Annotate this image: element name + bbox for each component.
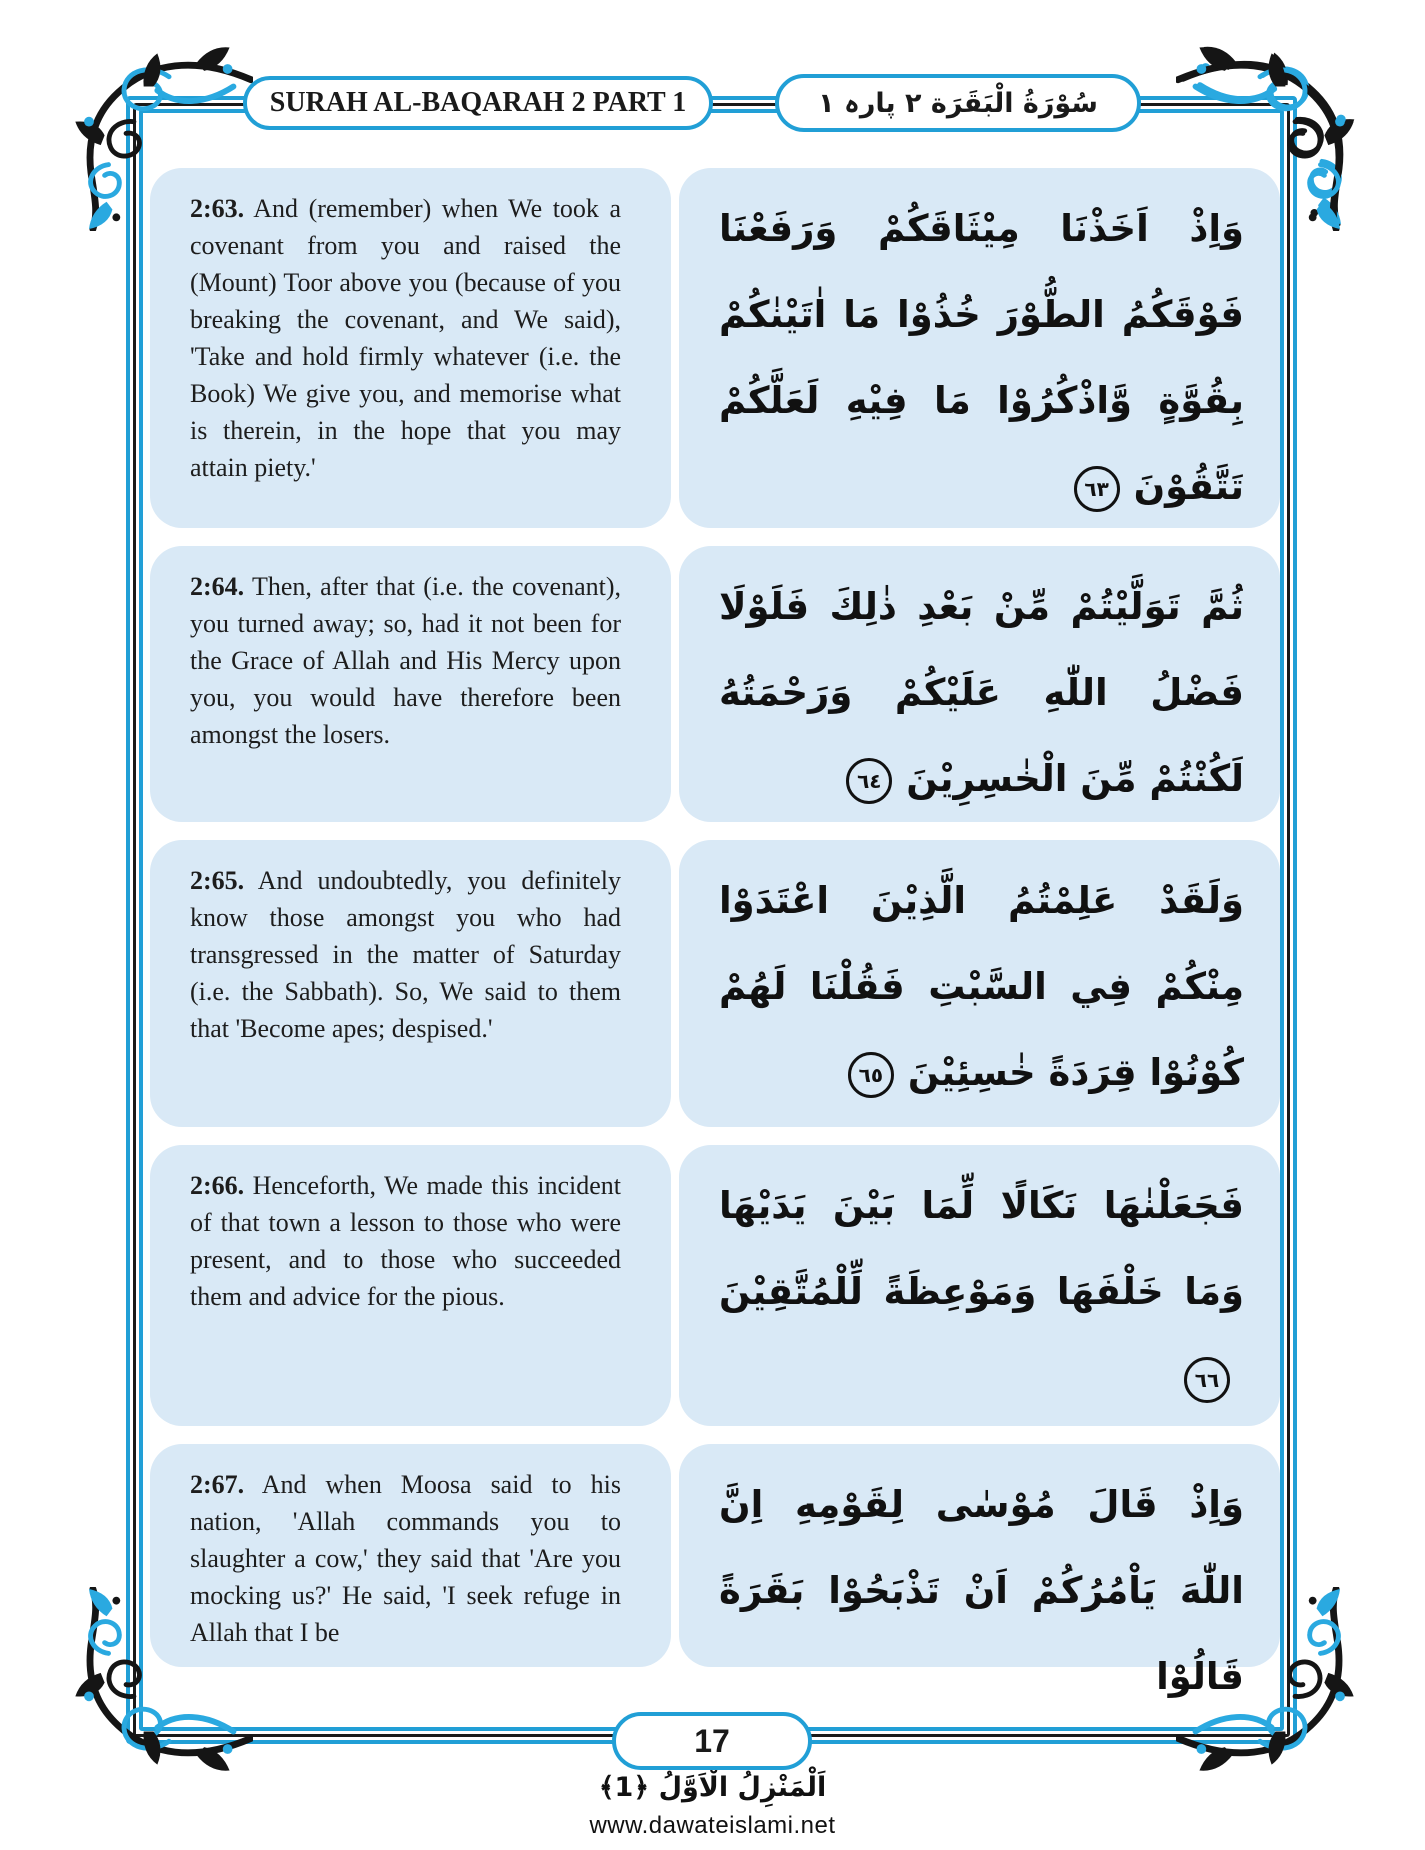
verse-arabic-text: وَاِذْ اَخَذْنَا مِيْثَاقَكُمْ وَرَفَعْنَا فَوْقَكُمُ الطُّوْرَ خُذُوْا مَا اٰتَيْنٰكُمْ بِقُوَّةٍ وَّاذْكُرُوْا مَا فِيْهِ لَعَلَّكُمْ تَتَّقُوْنَ [719, 207, 1244, 508]
surah-title-arabic: سُوْرَةُ الْبَقَرَة ۲ پارہ ۱ [818, 87, 1098, 119]
verse-arabic-paragraph [719, 564, 1244, 822]
verse-ref: 2:65. [190, 866, 245, 895]
page-number-pill [612, 1712, 812, 1770]
verse-row [150, 840, 1280, 1127]
verses-list [150, 168, 1280, 1698]
verse-arabic-box [679, 546, 1280, 822]
verse-arabic-paragraph [719, 1462, 1244, 1720]
verse-arabic-box [679, 1145, 1280, 1426]
verse-row [150, 546, 1280, 822]
verse-english-box [150, 546, 671, 822]
verse-arabic-box [679, 840, 1280, 1127]
ayah-number-badge: ٦٣ [1074, 466, 1120, 512]
verse-ref: 2:63. [190, 194, 245, 223]
verse-ref: 2:66. [190, 1171, 245, 1200]
verse-english-text: Then, after that (i.e. the covenant), you turned away; so, had it not been for the Grace of Allah and His Mercy upon you, you would have therefore been amongst the losers. [190, 572, 622, 749]
verse-arabic-text: وَاِذْ قَالَ مُوْسٰى لِقَوْمِهِ اِنَّ اللّٰهَ يَاْمُرُكُمْ اَنْ تَذْبَحُوْا بَقَرَةً قَالُوْا [719, 1483, 1244, 1698]
verse-english-paragraph [190, 862, 621, 1047]
verse-arabic-paragraph [719, 858, 1244, 1116]
ayah-number-badge: ٦٤ [846, 758, 892, 804]
verse-english-text: Henceforth, We made this incident of that town a lesson to those who were present, and to those who succeeded them and advice for the pious. [190, 1171, 621, 1311]
verse-arabic-text: وَلَقَدْ عَلِمْتُمُ الَّذِيْنَ اعْتَدَوْا مِنْكُمْ فِي السَّبْتِ فَقُلْنَا لَهُمْ كُوْنُوْا قِرَدَةً خٰسِئِيْنَ [719, 879, 1244, 1094]
verse-english-text: And when Moosa said to his nation, 'Allah commands you to slaughter a cow,' they said that 'Are you mocking us?' He said, 'I seek refuge in Allah that I be [190, 1470, 621, 1647]
website-url: www.dawateislami.net [589, 1812, 836, 1839]
verse-english-paragraph [190, 1167, 621, 1315]
verse-row [150, 168, 1280, 528]
verse-english-box [150, 840, 671, 1127]
corner-flourish-icon [48, 26, 253, 231]
verse-arabic-paragraph [719, 1163, 1244, 1421]
page-number: 17 [694, 1722, 730, 1759]
verse-english-text: And undoubtedly, you definitely know those amongst you who had transgressed in the matter of Saturday (i.e. the Sabbath). So, We said to them that 'Become apes; despised.' [190, 866, 621, 1043]
manzil-label: اَلْمَنْزِلُ الْاَوَّلُ ﴿1﴾ [598, 1772, 827, 1803]
verse-ref: 2:67. [190, 1470, 245, 1499]
verse-english-paragraph [190, 1466, 621, 1651]
corner-flourish-icon [1176, 26, 1381, 231]
verse-row [150, 1145, 1280, 1426]
surah-title-english: SURAH AL-BAQARAH 2 PART 1 [269, 87, 687, 118]
verse-arabic-text: ثُمَّ تَوَلَّيْتُمْ مِّنْ بَعْدِ ذٰلِكَ فَلَوْلَا فَضْلُ اللّٰهِ عَلَيْكُمْ وَرَحْمَتُهُ لَكُنْتُمْ مِّنَ الْخٰسِرِيْنَ [719, 585, 1244, 800]
verse-ref: 2:64. [190, 572, 245, 601]
verse-row [150, 1444, 1280, 1698]
verse-english-paragraph [190, 190, 621, 486]
verse-arabic-text: فَجَعَلْنٰهَا نَكَالًا لِّمَا بَيْنَ يَدَيْهَا وَمَا خَلْفَهَا وَمَوْعِظَةً لِّلْمُتَّقِيْنَ [719, 1184, 1244, 1313]
corner-flourish-icon [48, 1587, 253, 1792]
surah-title-english-pill [243, 76, 713, 130]
verse-english-box [150, 1145, 671, 1426]
ayah-number-badge: ٦٦ [1184, 1357, 1230, 1403]
corner-flourish-icon [1176, 1587, 1381, 1792]
surah-title-arabic-pill [775, 74, 1141, 132]
verse-english-paragraph [190, 568, 621, 753]
verse-arabic-paragraph [719, 186, 1244, 530]
verse-english-text: And (remember) when We took a covenant from you and raised the (Mount) Toor above you (because of you breaking the covenant, and We said), 'Take and hold firmly whatever (i.e. the Book) We give you, and memorise what is therein, in the hope that you may attain piety.' [190, 194, 621, 482]
ayah-number-badge: ٦٥ [848, 1052, 894, 1098]
